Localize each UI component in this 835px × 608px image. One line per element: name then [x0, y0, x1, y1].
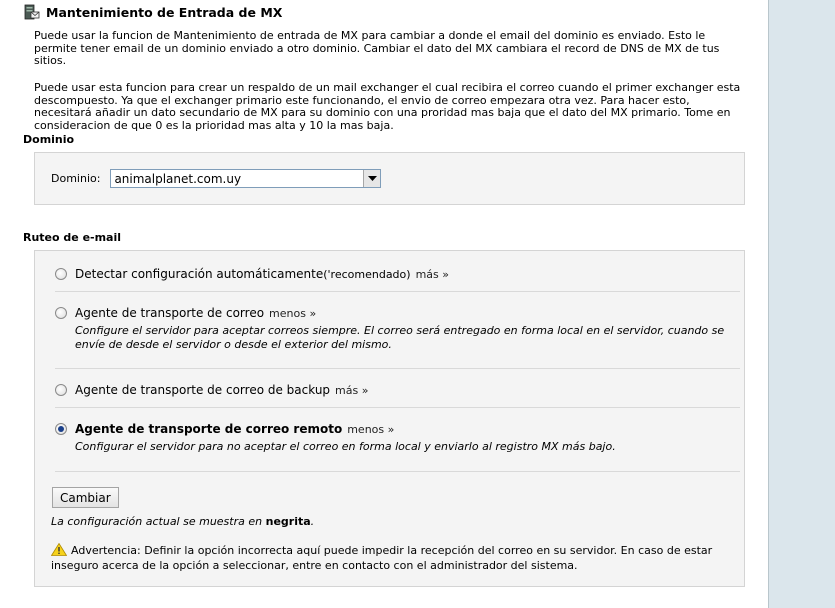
warning-icon	[51, 543, 67, 555]
option-mta-description: Configure el servidor para aceptar correos siempre. El correo será entregado en forma local en el servidor, cuando se envíe de desde el servidor o desde el exterior del mismo.	[75, 324, 725, 351]
radio-mta[interactable]	[55, 307, 67, 319]
radio-remote[interactable]	[55, 423, 67, 435]
note-bold: negrita	[265, 515, 311, 528]
separator	[55, 471, 740, 472]
domain-heading: Dominio	[23, 133, 75, 146]
intro-paragraph-1: Puede usar la funcion de Mantenimiento de entrada de MX para cambiar a donde el email del dominio es enviado. Esto le permite tener email de un dominio enviado a otro dominio. Cambiar el dato del MX cambiara el record de DNS de MX de tus sitios.	[34, 29, 720, 68]
mail-server-icon	[22, 3, 40, 21]
routing-heading: Ruteo de e-mail	[23, 231, 122, 244]
right-sidebar	[768, 0, 835, 608]
option-backup[interactable]	[55, 383, 740, 397]
radio-backup[interactable]	[55, 384, 67, 396]
page-title: Mantenimiento de Entrada de MX	[46, 4, 283, 20]
option-auto-label: Detectar configuración automáticamente	[75, 267, 324, 281]
page-header	[22, 2, 282, 22]
domain-panel	[34, 152, 745, 205]
separator	[55, 407, 740, 408]
separator	[55, 291, 740, 292]
option-backup-more-link[interactable]: más »	[335, 383, 369, 397]
domain-label: Dominio:	[51, 172, 101, 185]
option-auto-more-link[interactable]: más »	[415, 267, 449, 281]
warning-message	[51, 543, 751, 573]
option-remote-label: Agente de transporte de correo remoto	[75, 422, 343, 436]
option-remote-less-link[interactable]: menos »	[347, 422, 395, 436]
domain-select[interactable]	[110, 169, 381, 188]
note-suffix: .	[310, 515, 315, 528]
intro-paragraph-2: Puede usar esta funcion para crear un respaldo de un mail exchanger el cual recibira el correo cuando el primer exchanger esta descompuesto. Ya que el exchanger primario este funcionando, el envio de correo empezara otra vez. Para hacer esto, necesitará añadir un dato secundario de MX para su dominio con una proridad mas baja que el dato del MX primario. Tome en consideracion de que 0 es la prioridad mas alta y 10 la mas baja.	[34, 81, 741, 132]
option-auto-recommended: ('recomendado)	[323, 267, 411, 281]
option-mta-label: Agente de transporte de correo	[75, 306, 265, 320]
routing-panel	[34, 250, 745, 587]
separator	[55, 368, 740, 369]
option-backup-label: Agente de transporte de correo de backup	[75, 383, 331, 397]
option-remote-description: Configurar el servidor para no aceptar el correo en forma local y enviarlo al registro MX más bajo.	[75, 440, 616, 453]
option-remote[interactable]	[55, 422, 740, 454]
chevron-down-icon[interactable]	[363, 170, 380, 187]
option-auto[interactable]	[55, 267, 740, 281]
option-mta-less-link[interactable]: menos »	[269, 306, 317, 320]
warning-text: Advertencia: Definir la opción incorrecta aquí puede impedir la recepción del correo en su servidor. En caso de estar inseguro acerca de la opción a seleccionar, entre en contacto con el administrador del sistema.	[51, 544, 713, 572]
domain-select-value: animalplanet.com.uy	[114, 171, 242, 186]
change-button[interactable]: Cambiar	[52, 487, 119, 508]
current-config-note	[51, 515, 314, 528]
radio-auto[interactable]	[55, 268, 67, 280]
option-mta[interactable]	[55, 306, 740, 351]
note-prefix: La configuración actual se muestra en	[51, 515, 266, 528]
